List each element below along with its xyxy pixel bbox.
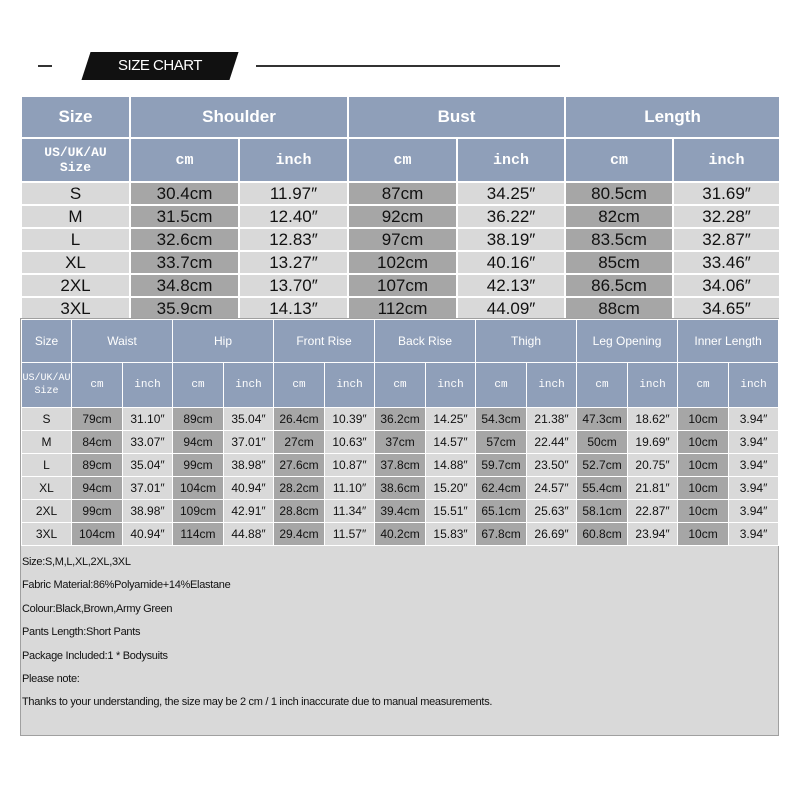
measure-cell: 15.51″ bbox=[426, 500, 476, 523]
measure-cell: 40.94″ bbox=[224, 477, 274, 500]
measure-cell: 3.94″ bbox=[729, 408, 779, 431]
size-cell: L bbox=[22, 454, 72, 477]
measure-cell: 104cm bbox=[72, 523, 123, 546]
size-chart-banner bbox=[20, 46, 780, 86]
unit-header: cm bbox=[72, 363, 123, 408]
unit-header: inch bbox=[628, 363, 678, 408]
measure-cell: 23.50″ bbox=[527, 454, 577, 477]
measure-cell: 26.4cm bbox=[274, 408, 325, 431]
unit-header: cm bbox=[274, 363, 325, 408]
measure-cell: 82cm bbox=[565, 205, 673, 228]
table-row bbox=[22, 408, 779, 431]
measure-cell: 30.4cm bbox=[130, 182, 239, 205]
size-region-line2: Size bbox=[59, 160, 92, 175]
unit-header: inch bbox=[673, 138, 780, 182]
size-cell: L bbox=[21, 228, 130, 251]
measure-cell: 12.40″ bbox=[239, 205, 348, 228]
measure-cell: 31.5cm bbox=[130, 205, 239, 228]
table-row bbox=[21, 274, 780, 297]
measure-cell: 88cm bbox=[565, 297, 673, 320]
measure-cell: 37.01″ bbox=[224, 431, 274, 454]
measure-cell: 38.19″ bbox=[457, 228, 565, 251]
note-line: Colour:Black,Brown,Army Green bbox=[22, 602, 173, 615]
measure-cell: 114cm bbox=[173, 523, 224, 546]
size-region-label bbox=[22, 363, 72, 408]
measure-cell: 94cm bbox=[173, 431, 224, 454]
measure-cell: 27cm bbox=[274, 431, 325, 454]
unit-header: cm bbox=[678, 363, 729, 408]
measure-cell: 27.6cm bbox=[274, 454, 325, 477]
header-size: Size bbox=[21, 96, 130, 138]
measure-cell: 11.10″ bbox=[325, 477, 375, 500]
measure-cell: 38.6cm bbox=[375, 477, 426, 500]
measure-cell: 35.04″ bbox=[123, 454, 173, 477]
measure-cell: 33.07″ bbox=[123, 431, 173, 454]
header-shoulder: Shoulder bbox=[130, 96, 348, 138]
measure-cell: 89cm bbox=[173, 408, 224, 431]
header-leg-opening: Leg Opening bbox=[577, 320, 678, 363]
measure-cell: 94cm bbox=[72, 477, 123, 500]
measure-cell: 32.87″ bbox=[673, 228, 780, 251]
measure-cell: 84cm bbox=[72, 431, 123, 454]
measure-cell: 50cm bbox=[577, 431, 628, 454]
measure-cell: 54.3cm bbox=[476, 408, 527, 431]
measure-cell: 86.5cm bbox=[565, 274, 673, 297]
header-thigh: Thigh bbox=[476, 320, 577, 363]
measure-cell: 92cm bbox=[348, 205, 457, 228]
note-line: Thanks to your understanding, the size may be 2 cm / 1 inch inaccurate due to manual measurements. bbox=[22, 696, 493, 709]
measure-cell: 14.88″ bbox=[426, 454, 476, 477]
measure-cell: 22.87″ bbox=[628, 500, 678, 523]
measure-cell: 3.94″ bbox=[729, 500, 779, 523]
unit-header: cm bbox=[577, 363, 628, 408]
measure-cell: 28.8cm bbox=[274, 500, 325, 523]
table-row bbox=[22, 523, 779, 546]
measure-cell: 40.2cm bbox=[375, 523, 426, 546]
measure-cell: 14.13″ bbox=[239, 297, 348, 320]
measure-cell: 89cm bbox=[72, 454, 123, 477]
measure-cell: 59.7cm bbox=[476, 454, 527, 477]
size-cell: S bbox=[22, 408, 72, 431]
unit-header: cm bbox=[130, 138, 239, 182]
measure-cell: 37.01″ bbox=[123, 477, 173, 500]
unit-header: cm bbox=[565, 138, 673, 182]
measure-cell: 52.7cm bbox=[577, 454, 628, 477]
measure-cell: 23.94″ bbox=[628, 523, 678, 546]
measure-cell: 99cm bbox=[72, 500, 123, 523]
measure-cell: 44.88″ bbox=[224, 523, 274, 546]
table-row bbox=[22, 477, 779, 500]
measure-cell: 10.39″ bbox=[325, 408, 375, 431]
unit-header: inch bbox=[325, 363, 375, 408]
banner-dash bbox=[38, 65, 52, 67]
bottom-size-table bbox=[21, 319, 779, 546]
unit-header: inch bbox=[224, 363, 274, 408]
unit-header: cm bbox=[348, 138, 457, 182]
bottom-size-panel bbox=[20, 318, 779, 736]
size-cell: XL bbox=[22, 477, 72, 500]
header-waist: Waist bbox=[72, 320, 173, 363]
size-cell: 2XL bbox=[22, 500, 72, 523]
measure-cell: 83.5cm bbox=[565, 228, 673, 251]
measure-cell: 34.65″ bbox=[673, 297, 780, 320]
note-line: Fabric Material:86%Polyamide+14%Elastane bbox=[22, 579, 231, 592]
measure-cell: 40.94″ bbox=[123, 523, 173, 546]
table-row bbox=[21, 297, 780, 320]
unit-header: cm bbox=[476, 363, 527, 408]
measure-cell: 25.63″ bbox=[527, 500, 577, 523]
header-length: Length bbox=[565, 96, 780, 138]
header-hip: Hip bbox=[173, 320, 274, 363]
measure-cell: 19.69″ bbox=[628, 431, 678, 454]
measure-cell: 11.97″ bbox=[239, 182, 348, 205]
measure-cell: 15.83″ bbox=[426, 523, 476, 546]
table-row bbox=[22, 454, 779, 477]
measure-cell: 112cm bbox=[348, 297, 457, 320]
measure-cell: 3.94″ bbox=[729, 523, 779, 546]
measure-cell: 99cm bbox=[173, 454, 224, 477]
measure-cell: 37.8cm bbox=[375, 454, 426, 477]
measure-cell: 35.04″ bbox=[224, 408, 274, 431]
table-row bbox=[21, 251, 780, 274]
measure-cell: 26.69″ bbox=[527, 523, 577, 546]
measure-cell: 31.10″ bbox=[123, 408, 173, 431]
measure-cell: 32.28″ bbox=[673, 205, 780, 228]
measure-cell: 21.81″ bbox=[628, 477, 678, 500]
measure-cell: 28.2cm bbox=[274, 477, 325, 500]
measure-cell: 42.13″ bbox=[457, 274, 565, 297]
measure-cell: 14.25″ bbox=[426, 408, 476, 431]
measure-cell: 80.5cm bbox=[565, 182, 673, 205]
measure-cell: 104cm bbox=[173, 477, 224, 500]
measure-cell: 87cm bbox=[348, 182, 457, 205]
measure-cell: 34.06″ bbox=[673, 274, 780, 297]
unit-header: inch bbox=[527, 363, 577, 408]
measure-cell: 22.44″ bbox=[527, 431, 577, 454]
measure-cell: 3.94″ bbox=[729, 454, 779, 477]
measure-cell: 55.4cm bbox=[577, 477, 628, 500]
table-row bbox=[22, 431, 779, 454]
measure-cell: 40.16″ bbox=[457, 251, 565, 274]
measure-cell: 67.8cm bbox=[476, 523, 527, 546]
measure-cell: 10cm bbox=[678, 454, 729, 477]
measure-cell: 44.09″ bbox=[457, 297, 565, 320]
measure-cell: 39.4cm bbox=[375, 500, 426, 523]
measure-cell: 57cm bbox=[476, 431, 527, 454]
measure-cell: 21.38″ bbox=[527, 408, 577, 431]
measure-cell: 33.7cm bbox=[130, 251, 239, 274]
size-cell: XL bbox=[21, 251, 130, 274]
unit-header: cm bbox=[375, 363, 426, 408]
measure-cell: 10.87″ bbox=[325, 454, 375, 477]
measure-cell: 60.8cm bbox=[577, 523, 628, 546]
measure-cell: 33.46″ bbox=[673, 251, 780, 274]
measure-cell: 79cm bbox=[72, 408, 123, 431]
measure-cell: 11.57″ bbox=[325, 523, 375, 546]
unit-header: inch bbox=[729, 363, 779, 408]
measure-cell: 10.63″ bbox=[325, 431, 375, 454]
measure-cell: 109cm bbox=[173, 500, 224, 523]
top-size-table bbox=[20, 95, 781, 321]
table-row bbox=[21, 228, 780, 251]
note-line: Package Included:1 * Bodysuits bbox=[22, 649, 168, 662]
note-line: Pants Length:Short Pants bbox=[22, 626, 141, 639]
measure-cell: 37cm bbox=[375, 431, 426, 454]
measure-cell: 10cm bbox=[678, 523, 729, 546]
size-cell: M bbox=[21, 205, 130, 228]
size-cell: S bbox=[21, 182, 130, 205]
measure-cell: 15.20″ bbox=[426, 477, 476, 500]
unit-header: inch bbox=[239, 138, 348, 182]
unit-header: inch bbox=[457, 138, 565, 182]
measure-cell: 10cm bbox=[678, 408, 729, 431]
size-cell: 2XL bbox=[21, 274, 130, 297]
measure-cell: 10cm bbox=[678, 500, 729, 523]
measure-cell: 10cm bbox=[678, 431, 729, 454]
measure-cell: 34.8cm bbox=[130, 274, 239, 297]
table-row bbox=[21, 182, 780, 205]
measure-cell: 14.57″ bbox=[426, 431, 476, 454]
measure-cell: 65.1cm bbox=[476, 500, 527, 523]
measure-cell: 13.27″ bbox=[239, 251, 348, 274]
measure-cell: 107cm bbox=[348, 274, 457, 297]
table-row bbox=[21, 205, 780, 228]
measure-cell: 3.94″ bbox=[729, 477, 779, 500]
banner-rule bbox=[256, 65, 560, 67]
page-title: SIZE CHART bbox=[118, 57, 202, 74]
measure-cell: 58.1cm bbox=[577, 500, 628, 523]
size-region-line1: US/UK/AU bbox=[44, 145, 107, 160]
header-inner-length: Inner Length bbox=[678, 320, 779, 363]
measure-cell: 31.69″ bbox=[673, 182, 780, 205]
note-line: Size:S,M,L,XL,2XL,3XL bbox=[22, 556, 131, 568]
measure-cell: 13.70″ bbox=[239, 274, 348, 297]
measure-cell: 11.34″ bbox=[325, 500, 375, 523]
size-cell: 3XL bbox=[22, 523, 72, 546]
header-back-rise: Back Rise bbox=[375, 320, 476, 363]
product-notes bbox=[21, 551, 778, 715]
measure-cell: 32.6cm bbox=[130, 228, 239, 251]
measure-cell: 3.94″ bbox=[729, 431, 779, 454]
measure-cell: 36.22″ bbox=[457, 205, 565, 228]
measure-cell: 18.62″ bbox=[628, 408, 678, 431]
measure-cell: 29.4cm bbox=[274, 523, 325, 546]
size-cell: M bbox=[22, 431, 72, 454]
header-bust: Bust bbox=[348, 96, 565, 138]
measure-cell: 47.3cm bbox=[577, 408, 628, 431]
header-front-rise: Front Rise bbox=[274, 320, 375, 363]
measure-cell: 62.4cm bbox=[476, 477, 527, 500]
measure-cell: 20.75″ bbox=[628, 454, 678, 477]
note-line: Please note: bbox=[22, 673, 80, 686]
measure-cell: 85cm bbox=[565, 251, 673, 274]
measure-cell: 10cm bbox=[678, 477, 729, 500]
measure-cell: 34.25″ bbox=[457, 182, 565, 205]
measure-cell: 38.98″ bbox=[224, 454, 274, 477]
measure-cell: 97cm bbox=[348, 228, 457, 251]
header-size: Size bbox=[22, 320, 72, 363]
size-cell: 3XL bbox=[21, 297, 130, 320]
size-region-line1: US/UK/AU bbox=[22, 373, 71, 384]
measure-cell: 36.2cm bbox=[375, 408, 426, 431]
table-row bbox=[22, 500, 779, 523]
measure-cell: 38.98″ bbox=[123, 500, 173, 523]
measure-cell: 102cm bbox=[348, 251, 457, 274]
unit-header: inch bbox=[123, 363, 173, 408]
measure-cell: 12.83″ bbox=[239, 228, 348, 251]
measure-cell: 42.91″ bbox=[224, 500, 274, 523]
measure-cell: 24.57″ bbox=[527, 477, 577, 500]
unit-header: cm bbox=[173, 363, 224, 408]
measure-cell: 35.9cm bbox=[130, 297, 239, 320]
size-region-line2: Size bbox=[34, 386, 59, 397]
size-region-label bbox=[21, 138, 130, 182]
unit-header: inch bbox=[426, 363, 476, 408]
